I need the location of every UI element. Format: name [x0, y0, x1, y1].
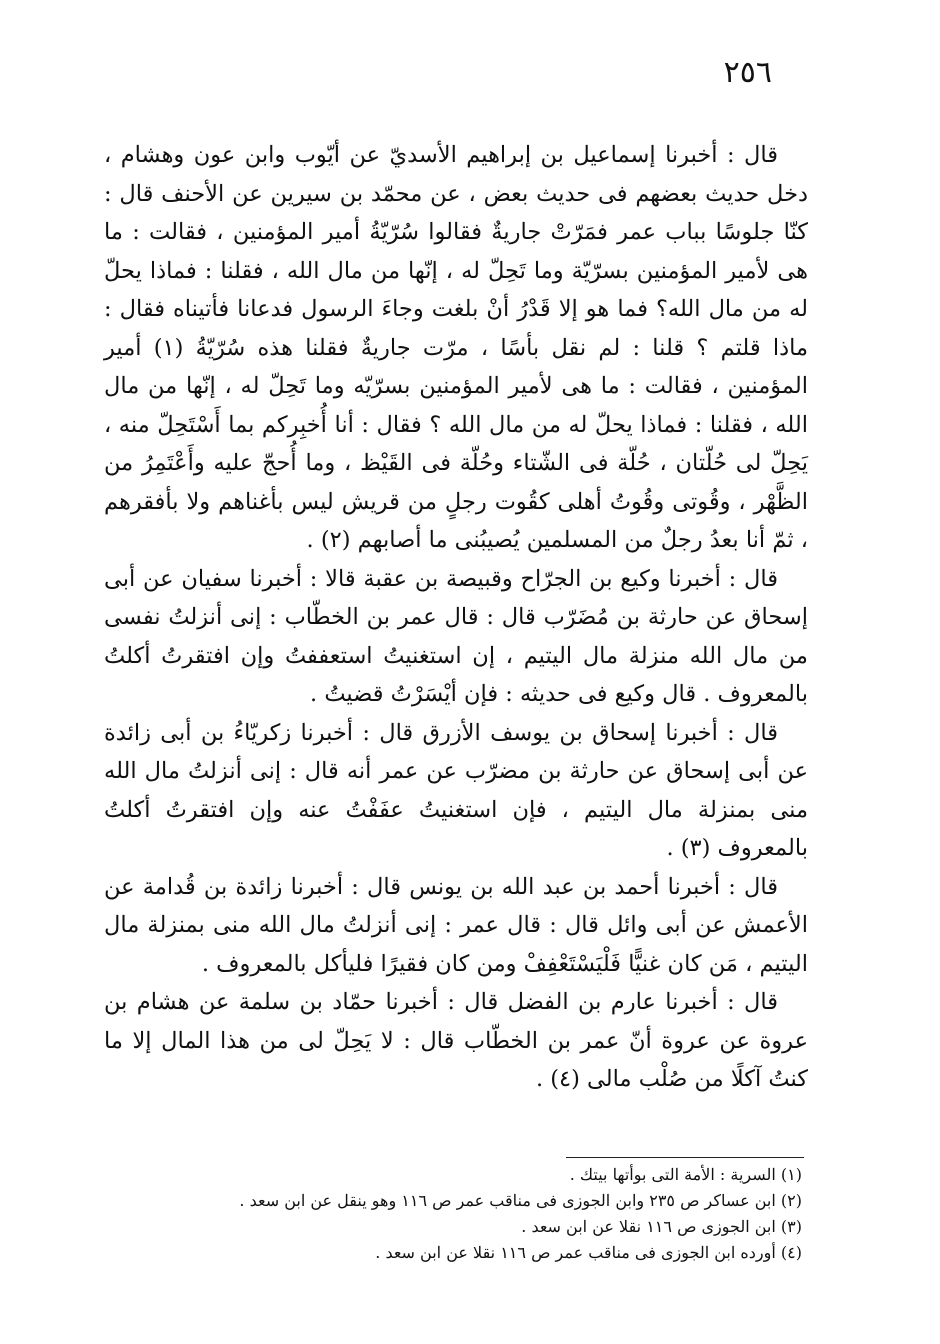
- footnotes: [112, 1162, 802, 1266]
- footnote: (٤) أورده ابن الجوزى فى مناقب عمر ص ١١٦ نقلا عن ابن سعد .: [375, 1243, 802, 1262]
- page-number: ٢٥٦: [723, 55, 772, 90]
- paragraph: قال : أخبرنا وكيع بن الجرّاح وقبيصة بن عقبة قالا : أخبرنا سفيان عن أبى إسحاق عن حارثة بن مُضَرّب قال : قال عمر بن الخطّاب : إنى أنزلتُ نفسى من مال الله منزلة مال اليتيم ، إن استغنيتُ استعففتُ وإن افتقرتُ أكلتُ بالمعروف . قال وكيع فى حديثه : فإن أيْسَرْتُ قضيتُ .: [104, 565, 808, 707]
- paragraph: قال : أخبرنا إسحاق بن يوسف الأزرق قال : أخبرنا زكريّاءُ بن أبى زائدة عن أبى إسحاق عن حارثة بن مضرّب عن عمر أنه قال : إنى أنزلتُ مال الله منى بمنزلة مال اليتيم ، فإن استغنيتُ عفَفْتُ عنه وإن افتقرتُ أكلتُ بالمعروف (٣) .: [104, 719, 808, 861]
- footnote-divider: [566, 1157, 804, 1158]
- footnote: (٣) ابن الجوزى ص ١١٦ نقلا عن ابن سعد .: [521, 1217, 802, 1236]
- footnote: (٢) ابن عساكر ص ٢٣٥ وابن الجوزى فى مناقب عمر ص ١١٦ وهو ينقل عن ابن سعد .: [239, 1191, 802, 1210]
- paragraph: قال : أخبرنا إسماعيل بن إبراهيم الأسديّ عن أيّوب وابن عون وهشام ، دخل حديث بعضهم فى حديث بعض ، عن محمّد بن سيرين عن الأحنف قال : كنّا جلوسًا بباب عمر فمَرّتْ جاريةٌ فقالوا سُرّيّةُ أمير المؤمنين ، فقالت : ما هى لأمير المؤمنين بسرّيّة وما تَحِلّ له ، إنّها من مال الله ، فقلنا : فماذا يحلّ له من مال الله؟ فما هو إلا قَدْرُ أنْ بلغت وجاءَ الرسول فدعانا فأتيناه فقال : ماذا قلتم ؟ قلنا : لم نقل بأسًا ، مرّت جاريةٌ فقلنا هذه سُرّيّةُ (١) أمير المؤمنين ، فقالت : ما هى لأمير المؤمنين بسرّيّه وما تَحِلّ له ، إنّها من مال الله ، فقلنا : فماذا يحلّ له من مال الله ؟ فقال : أنا أُخبِركم بما أَسْتَحِلّ منه ، يَحِلّ لى حُلّتان ، حُلّة فى الشّتاء وحُلّة فى القَيْظ ، وما أُحجّ عليه وأَعْتَمِرُ من الظَّهْر ، وقُوتى وقُوتُ أهلى كقُوت رجلٍ من قريش ليس بأغناهم ولا بأفقرهم ، ثمّ أنا بعدُ رجلٌ من المسلمين يُصيبُنى ما أصابهم (٢) .: [104, 142, 809, 553]
- paragraph: قال : أخبرنا أحمد بن عبد الله بن يونس قال : أخبرنا زائدة بن قُدامة عن الأعمش عن أبى وائل قال : قال عمر : إنى أنزلتُ مال الله منى بمنزلة مال اليتيم ، مَن كان غنيًّا فَلْيَسْتَعْفِفْ ومن كان فقيرًا فليأكل بالمعروف .: [104, 873, 808, 977]
- main-text: [104, 136, 808, 1099]
- paragraph: قال : أخبرنا عارم بن الفضل قال : أخبرنا حمّاد بن سلمة عن هشام بن عروة عن عروة أنّ عمر بن الخطّاب قال : لا يَحِلّ لى من هذا المال إلا ما كنتُ آكلًا من صُلْب مالى (٤) .: [104, 989, 808, 1092]
- footnote: (١) السرية : الأمة التى بوأتها بيتك .: [569, 1165, 802, 1184]
